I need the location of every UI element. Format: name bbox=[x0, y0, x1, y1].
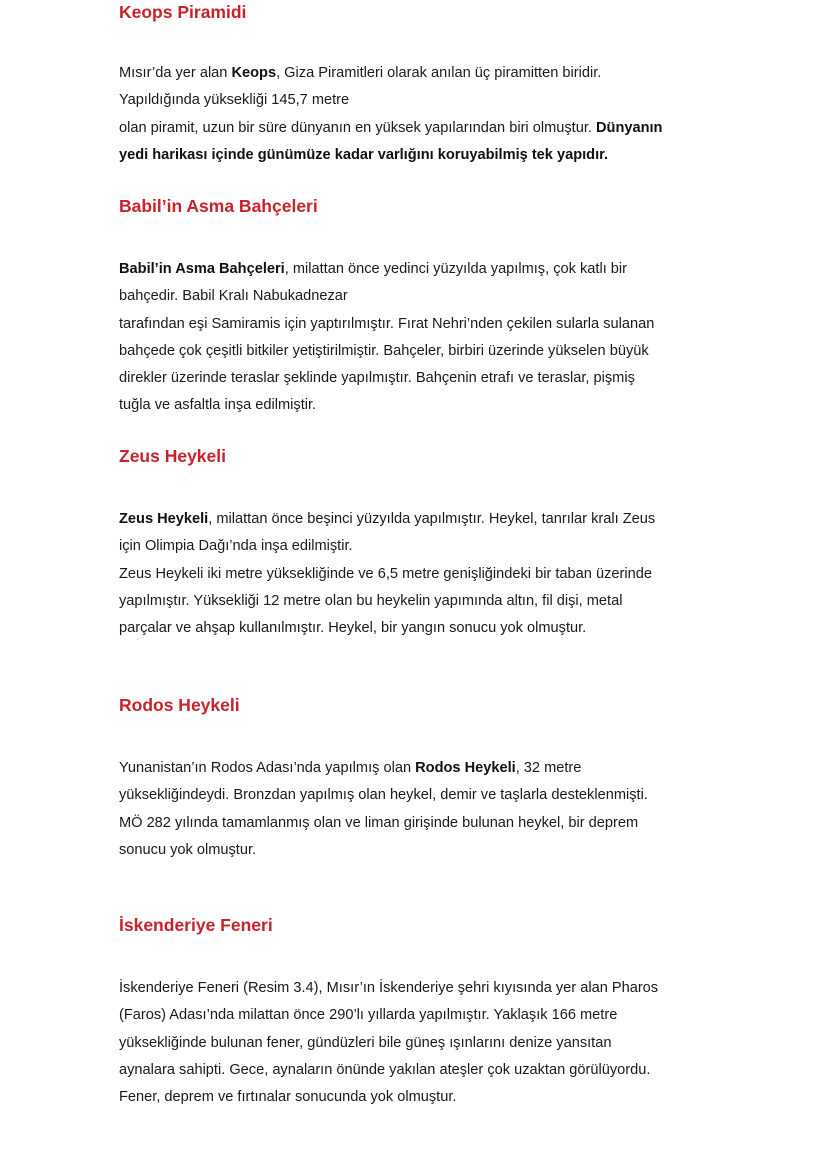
text-run: bahçedir. Babil Kralı Nabukadnezar bbox=[119, 288, 348, 305]
section-title: Rodos Heykeli bbox=[119, 695, 240, 715]
text-run: Fener, deprem ve fırtınalar sonucunda yok olmuştur. bbox=[119, 1089, 457, 1106]
section-title: İskenderiye Feneri bbox=[119, 915, 273, 935]
section-rodos bbox=[119, 693, 719, 717]
text-run: , milattan önce yedinci yüzyılda yapılmış, çok katlı bir bbox=[284, 261, 628, 277]
section-zeus bbox=[119, 444, 719, 468]
bold-text: Zeus Heykeli bbox=[119, 511, 209, 527]
text-run: yüksekliğinde bulunan fener, gündüzleri bile güneş ışınlarını denize yansıtan bbox=[119, 1034, 612, 1051]
text-run: İskenderiye Feneri (Resim 3.4), Mısır’ın İskenderiye şehri kıyısında yer alan Pharos bbox=[119, 980, 659, 996]
text-line bbox=[119, 60, 719, 87]
text-line bbox=[119, 975, 719, 1002]
text-line bbox=[119, 87, 719, 114]
text-run: (Faros) Adası’nda milattan önce 290’lı yıllarda yapılmıştır. Yaklaşık 166 metre bbox=[119, 1007, 618, 1024]
section-keops bbox=[119, 0, 719, 24]
text-run: Yunanistan’ın Rodos Adası’nda yapılmış olan bbox=[119, 760, 416, 776]
bold-text: yedi harikası içinde günümüze kadar varlığını koruyabilmiş tek yapıdır. bbox=[119, 146, 609, 163]
text-run: direkler üzerinde teraslar şeklinde yapılmıştır. Bahçenin etrafı ve teraslar, pişmiş bbox=[119, 370, 635, 387]
section-body bbox=[119, 506, 719, 642]
section-title: Zeus Heykeli bbox=[119, 446, 226, 466]
text-line bbox=[119, 810, 719, 837]
text-line bbox=[119, 782, 719, 809]
section-body bbox=[119, 256, 719, 420]
text-run: için Olimpia Dağı’nda inşa edilmiştir. bbox=[119, 538, 353, 555]
text-line bbox=[119, 1002, 719, 1029]
bold-text: Keops bbox=[231, 65, 277, 81]
section-title: Babil’in Asma Bahçeleri bbox=[119, 196, 318, 216]
section-title: Keops Piramidi bbox=[119, 2, 247, 22]
text-run: , Giza Piramitleri olarak anılan üç piramitten biridir. bbox=[276, 65, 602, 81]
section-body bbox=[119, 60, 719, 169]
text-line bbox=[119, 365, 719, 392]
text-run: aynalara sahipti. Gece, aynaların önünde yakılan ateşler çok uzaktan görülüyordu. bbox=[119, 1061, 651, 1078]
text-line bbox=[119, 506, 719, 533]
text-run: , 32 metre bbox=[515, 760, 582, 776]
text-run: yapılmıştır. Yüksekliği 12 metre olan bu heykelin yapımında altın, fil dişi, metal bbox=[119, 592, 623, 609]
text-line bbox=[119, 1030, 719, 1057]
text-run: yüksekliğindeydi. Bronzdan yapılmış olan heykel, demir ve taşlarla desteklenmişti. bbox=[119, 787, 648, 804]
text-run: MÖ 282 yılında tamamlanmış olan ve liman girişinde bulunan heykel, bir deprem bbox=[119, 814, 639, 831]
bold-text: Babil’in Asma Bahçeleri bbox=[119, 261, 285, 277]
text-run: bahçede çok çeşitli bitkiler yetiştirilmiştir. Bahçeler, birbiri üzerinde yükselen büyük bbox=[119, 342, 649, 359]
text-run: Mısır’da yer alan bbox=[119, 65, 232, 81]
text-line bbox=[119, 561, 719, 588]
section-iskenderiye bbox=[119, 913, 719, 937]
section-babil bbox=[119, 194, 719, 218]
text-line bbox=[119, 283, 719, 310]
text-run: parçalar ve ahşap kullanılmıştır. Heykel, bir yangın sonucu yok olmuştur. bbox=[119, 620, 587, 637]
text-line bbox=[119, 115, 719, 142]
bold-text: Rodos Heykeli bbox=[415, 760, 516, 776]
text-line bbox=[119, 755, 719, 782]
section-body bbox=[119, 975, 719, 1111]
text-line bbox=[119, 338, 719, 365]
text-run: tarafından eşi Samiramis için yaptırılmıştır. Fırat Nehri’nden çekilen sularla sulanan bbox=[119, 315, 655, 332]
text-line bbox=[119, 1057, 719, 1084]
text-line bbox=[119, 615, 719, 642]
text-run: Yapıldığında yüksekliği 145,7 metre bbox=[119, 92, 350, 109]
text-line bbox=[119, 142, 719, 169]
text-run: sonucu yok olmuştur. bbox=[119, 841, 257, 858]
bold-text: Dünyanın bbox=[595, 119, 663, 136]
text-line bbox=[119, 311, 719, 338]
section-body bbox=[119, 755, 719, 864]
text-line bbox=[119, 837, 719, 864]
text-run: olan piramit, uzun bir süre dünyanın en yüksek yapılarından biri olmuştur. bbox=[119, 119, 596, 136]
text-run: , milattan önce beşinci yüzyılda yapılmıştır. Heykel, tanrılar kralı Zeus bbox=[208, 511, 656, 527]
text-line bbox=[119, 1084, 719, 1111]
text-line bbox=[119, 392, 719, 419]
text-line bbox=[119, 256, 719, 283]
text-run: tuğla ve asfaltla inşa edilmiştir. bbox=[119, 397, 317, 414]
text-run: Zeus Heykeli iki metre yüksekliğinde ve 6,5 metre genişliğindeki bir taban üzerinde bbox=[119, 565, 652, 582]
text-line bbox=[119, 533, 719, 560]
text-line bbox=[119, 588, 719, 615]
